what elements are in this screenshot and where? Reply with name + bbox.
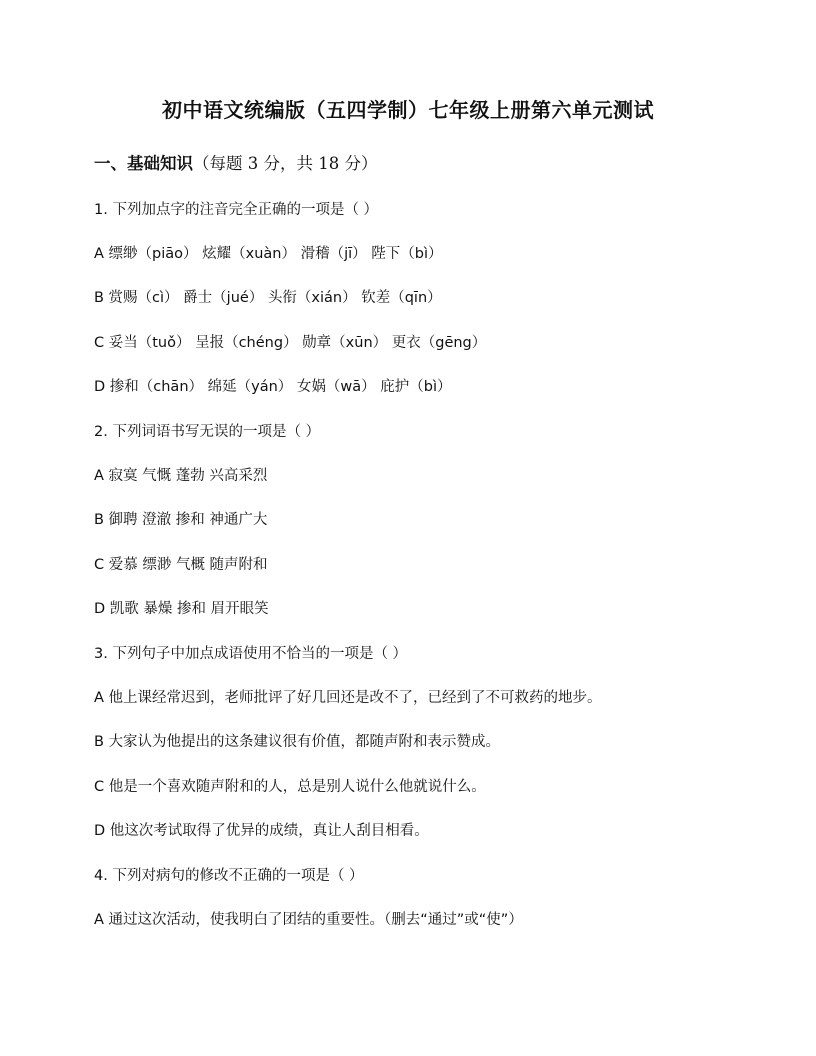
section-score-note: （每题 3 分，共 18 分） [193,154,378,173]
question-3-option-c: C 他是一个喜欢随声附和的人，总是别人说什么他就说什么。 [94,779,486,795]
question-4-option-a: A 通过这次活动，使我明白了团结的重要性。（删去“通过”或“使”） [94,912,523,928]
question-2-option-c: C 爱慕 缥渺 气概 随声附和 [94,557,268,573]
question-4-stem: 4. 下列对病句的修改不正确的一项是（ ） [94,868,364,884]
question-2-option-a: A 寂寞 气慨 蓬勃 兴高采烈 [94,468,268,484]
question-3-option-b: B 大家认为他提出的这条建议很有价值，都随声附和表示赞成。 [94,734,501,750]
section-title: 一、基础知识 [94,154,193,173]
question-1-option-c: C 妥当（tuǒ） 呈报（chéng） 勋章（xūn） 更衣（gēng） [94,335,487,351]
page-title: 初中语文统编版（五四学制）七年级上册第六单元测试 [162,98,654,122]
question-2-option-b: B 御聘 澄澈 掺和 神通广大 [94,512,268,528]
question-1-option-a: A 缥缈（piāo） 炫耀（xuàn） 滑稽（jī） 陛下（bì） [94,246,443,262]
question-3-option-d: D 他这次考试取得了优异的成绩，真让人刮目相看。 [94,823,429,839]
question-1-option-b: B 赏赐（cì） 爵士（jué） 头衔（xián） 钦差（qīn） [94,290,442,306]
question-2-stem: 2. 下列词语书写无误的一项是（ ） [94,424,321,440]
question-1-stem: 1. 下列加点字的注音完全正确的一项是（ ） [94,202,379,218]
question-3-option-a: A 他上课经常迟到，老师批评了好几回还是改不了，已经到了不可救药的地步。 [94,690,602,706]
question-3-stem: 3. 下列句子中加点成语使用不恰当的一项是（ ） [94,646,408,662]
question-1-option-d: D 掺和（chān） 绵延（yán） 女娲（wā） 庇护（bì） [94,379,452,395]
question-2-option-d: D 凯歌 暴燥 掺和 眉开眼笑 [94,601,269,617]
section-heading [94,150,377,174]
